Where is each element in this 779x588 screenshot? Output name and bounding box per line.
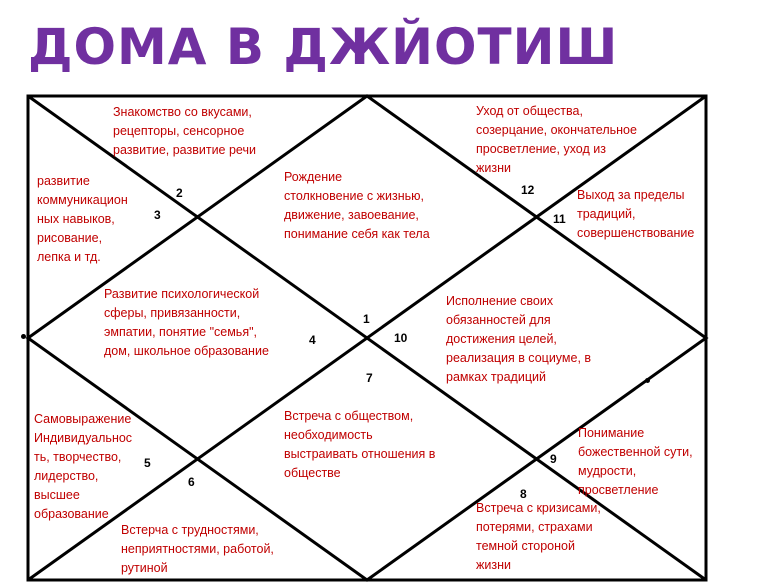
house-7-text: Встреча с обществом, необходимость выстраивать отношения в обществе [284, 409, 436, 480]
house-1-text: Рождение столкновение с жизнью, движение, завоевание, понимание себя как тела [284, 170, 430, 241]
house-6-text: Встерча с трудностями, неприятностями, работой, рутиной [121, 523, 274, 575]
house-9-text: Понимание божественной сути, мудрости, просветление [578, 426, 693, 497]
house-2-text: Знакомство со вкусами, рецепторы, сенсорное развитие, развитие речи [113, 105, 256, 157]
house-number-12: 12 [521, 183, 535, 197]
house-number-3: 3 [154, 208, 161, 222]
house-number-11: 11 [553, 212, 566, 226]
house-number-8: 8 [520, 487, 527, 501]
house-12-text: Уход от общества, созерцание, окончательное просветление, уход из жизни [476, 104, 637, 175]
page-title: ДОМА В ДЖЙОТИШ [28, 18, 619, 76]
left-dot [21, 334, 26, 339]
house-10-text: Исполнение своих обязанностей для достижения целей, реализация в социуме, в рамках традиций [446, 294, 592, 384]
house-number-7: 7 [366, 371, 373, 385]
house-number-6: 6 [188, 475, 195, 489]
house-4-text: Развитие психологической сферы, привязанности, эмпатии, понятие "семья", дом, школьное образование [104, 287, 269, 358]
house-3-text: развитие коммуникацион ных навыков, рисование, лепка и тд. [37, 174, 128, 264]
house-11-text: Выход за пределы традиций, совершенствование [577, 188, 695, 240]
house-5-text: Самовыражение Индивидуальнос ть, творчество, лидерство, высшее образование [34, 412, 133, 521]
house-number-5: 5 [144, 456, 151, 470]
house-number-9: 9 [550, 452, 557, 466]
house-8-text: Встреча с кризисами, потерями, страхами темной стороной жизни [476, 501, 601, 572]
house-number-4: 4 [309, 333, 316, 347]
house-number-1: 1 [363, 312, 370, 326]
house-number-2: 2 [176, 186, 183, 200]
right-dot [645, 378, 650, 383]
house-number-10: 10 [394, 331, 408, 345]
